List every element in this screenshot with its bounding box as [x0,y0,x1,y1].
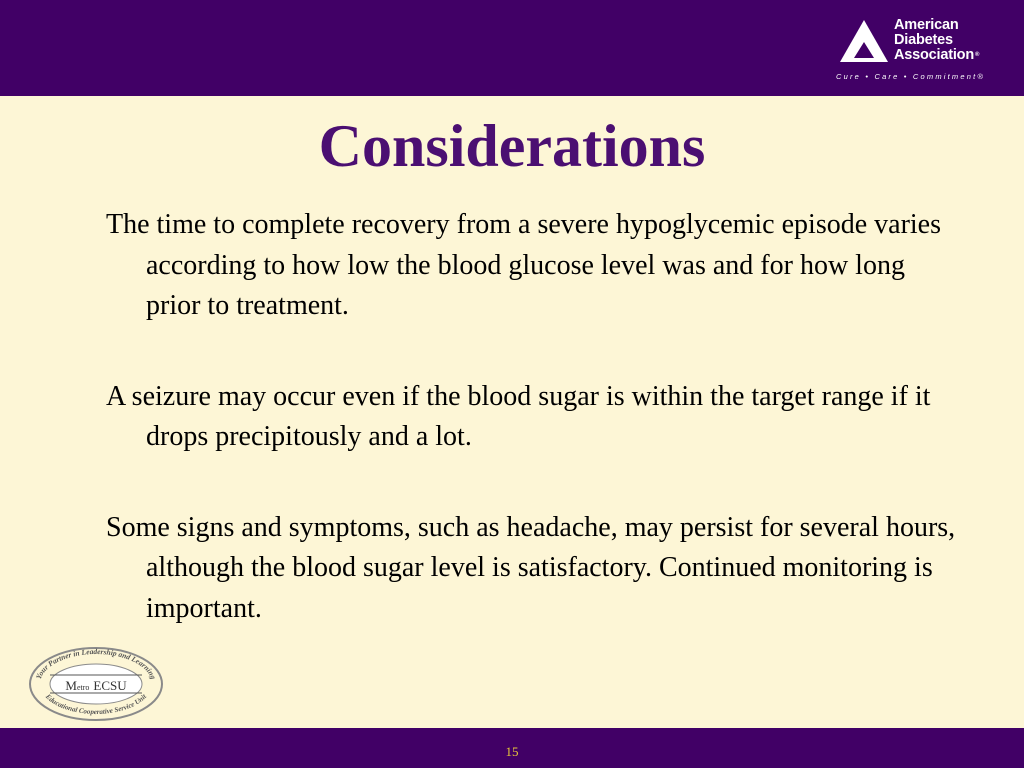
page-number: 15 [505,744,519,759]
ecsu-name-suffix: ECSU [93,678,127,693]
ada-name [894,18,979,63]
footer-bar [0,728,1024,768]
metro-ecsu-logo [26,644,166,724]
registered-mark: ® [975,52,980,58]
ecsu-top-arc-text: Your Partner in Leadership and Learning [33,646,159,681]
ada-name-line-3: Association [894,47,974,63]
ecsu-bottom-arc-text: Educational Cooperative Service Unit [43,692,149,717]
ada-name-line-1: American [894,17,959,33]
slide-title: Considerations [318,113,706,179]
slide-body [106,205,966,679]
ecsu-name-prefix-small: etro [76,683,90,692]
paragraph-seizure: A seizure may occur even if the blood sugar is within the target range if it drops precipitously and a lot. [106,380,931,452]
paragraph-symptoms: Some signs and symptoms, such as headache, may persist for several hours, although the blood sugar level is satisfactory. Continued monitoring is important. [106,511,956,624]
ecsu-name-prefix-big: M [65,678,77,693]
header-bar [0,0,1024,96]
ada-tagline: Cure • Care • Commitment® [836,72,986,81]
ada-name-line-2: Diabetes [894,32,953,48]
triangle-logo-icon [838,18,890,64]
ada-logo [834,16,1004,86]
paragraph-recovery: The time to complete recovery from a severe hypoglycemic episode varies according to how low the blood glucose level was and for how long prior to treatment. [106,209,941,321]
ecsu-name [65,678,127,693]
